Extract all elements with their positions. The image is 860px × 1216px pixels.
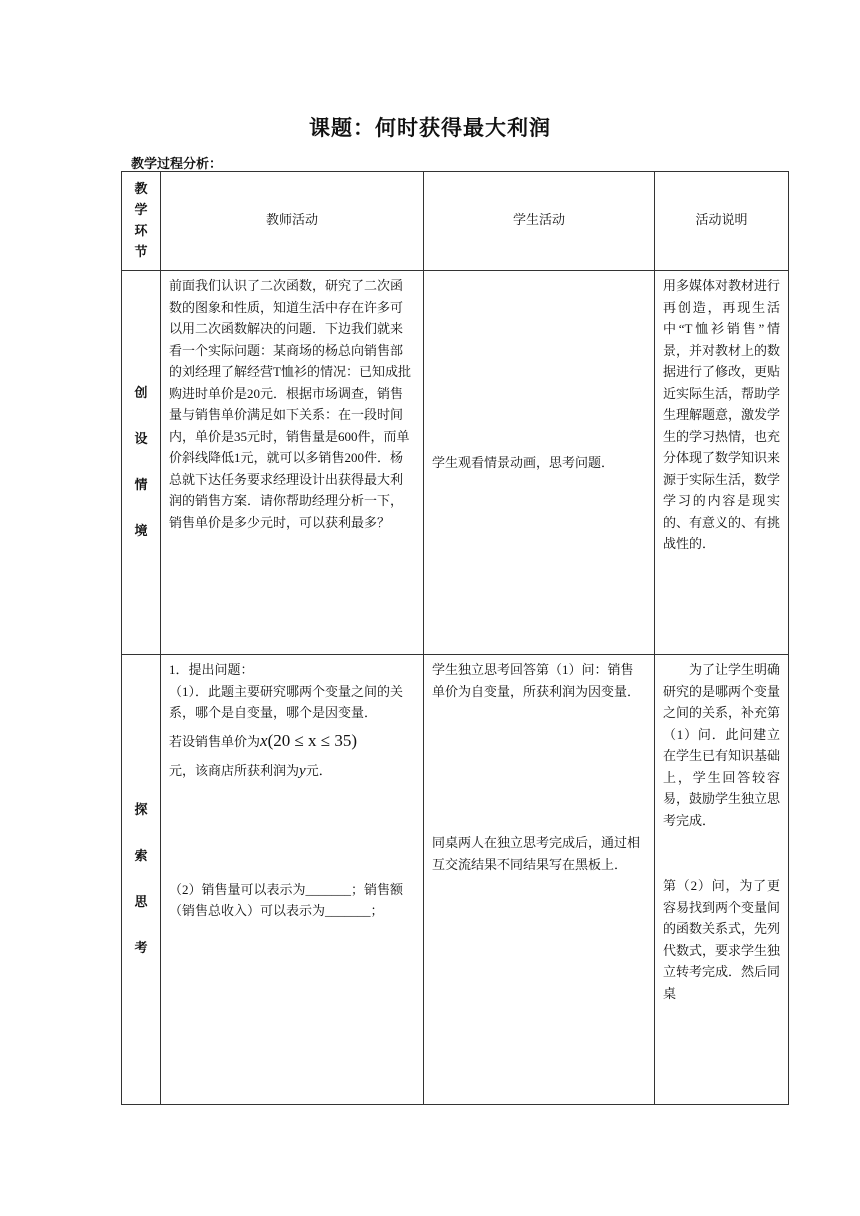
header-stage [122, 172, 161, 271]
question-1-variable: 若设销售单价为x(20 ≤ x ≤ 35) [169, 730, 358, 750]
student-answer-1: 学生独立思考回答第（1）问：销售单价为自变量，所获利润为因变量． [432, 662, 641, 699]
row2-student-activity [424, 655, 655, 1105]
lesson-table [121, 171, 789, 1105]
question-2: （2）销售量可以表示为_______；销售额（销售总收入）可以表示为_______； [169, 881, 404, 918]
row2-stage [122, 655, 161, 1105]
header-teacher: 教师活动 [161, 172, 424, 271]
row1-stage-label: 创 设 情 境 [134, 385, 148, 539]
row1-activity-note: 用多媒体对教材进行再创造，再现生活中“T恤衫销售”情景，并对教材上的数据进行了修改，更贴近实际生活，帮助学生理解题意，激发学生的学习热情，也充分体现了数学知识来源于实际生活，数学学习的内容是现实的、有意义的、有挑战性的． [655, 271, 789, 655]
question-1: （1）．此题主要研究哪两个变量之间的关系，哪个是自变量，哪个是因变量． [169, 683, 404, 720]
section-subtitle: 教学过程分析： [131, 157, 223, 172]
row1-student-activity: 学生观看情景动画，思考问题． [424, 271, 655, 655]
note-2: 第（2）问，为了更容易找到两个变量间的函数关系式，先列代数式，要求学生独立转考完成．然后同桌 [663, 878, 781, 1001]
note-1: 为了让学生明确研究的是哪两个变量之间的关系，补充第（1）问．此问建立在学生已有知识基础上，学生回答较容易，鼓励学生独立思考完成． [663, 662, 781, 828]
header-stage-label: 教 学 环 节 [134, 181, 148, 260]
row1-teacher-activity: 前面我们认识了二次函数，研究了二次函数的图象和性质，知道生活中存在许多可以用二次函数解决的问题．下边我们就来看一个实际问题：某商场的杨总向销售部的刘经理了解经营T恤衫的情况：已知成批购进时单价是20元．根据市场调查，销售量与销售单价满足如下关系：在一段时间内，单价是35元时，销售量是600件，而单价斜线降低1元，就可以多销售200件．杨总就下达任务要求经理设计出获得最大利润的销售方案．请你帮助经理分析一下，销售单价是多少元时，可以获利最多？ [161, 271, 424, 655]
header-student: 学生活动 [424, 172, 655, 271]
table-header-row [122, 172, 789, 271]
row2-stage-label: 探 索 思 考 [134, 802, 148, 956]
question-1-profit: 元，该商店所获利润为y元． [169, 763, 332, 779]
row2-activity-note [655, 655, 789, 1105]
student-answer-2: 同桌两人在独立思考完成后，通过相互交流结果不同结果写在黑板上． [432, 835, 641, 872]
page-title: 课题：何时获得最大利润 [309, 116, 551, 140]
table-row [122, 655, 789, 1105]
header-note: 活动说明 [655, 172, 789, 271]
table-row [122, 271, 789, 655]
row1-stage [122, 271, 161, 655]
question-intro: 1．提出问题： [169, 662, 254, 677]
row2-teacher-activity [161, 655, 424, 1105]
